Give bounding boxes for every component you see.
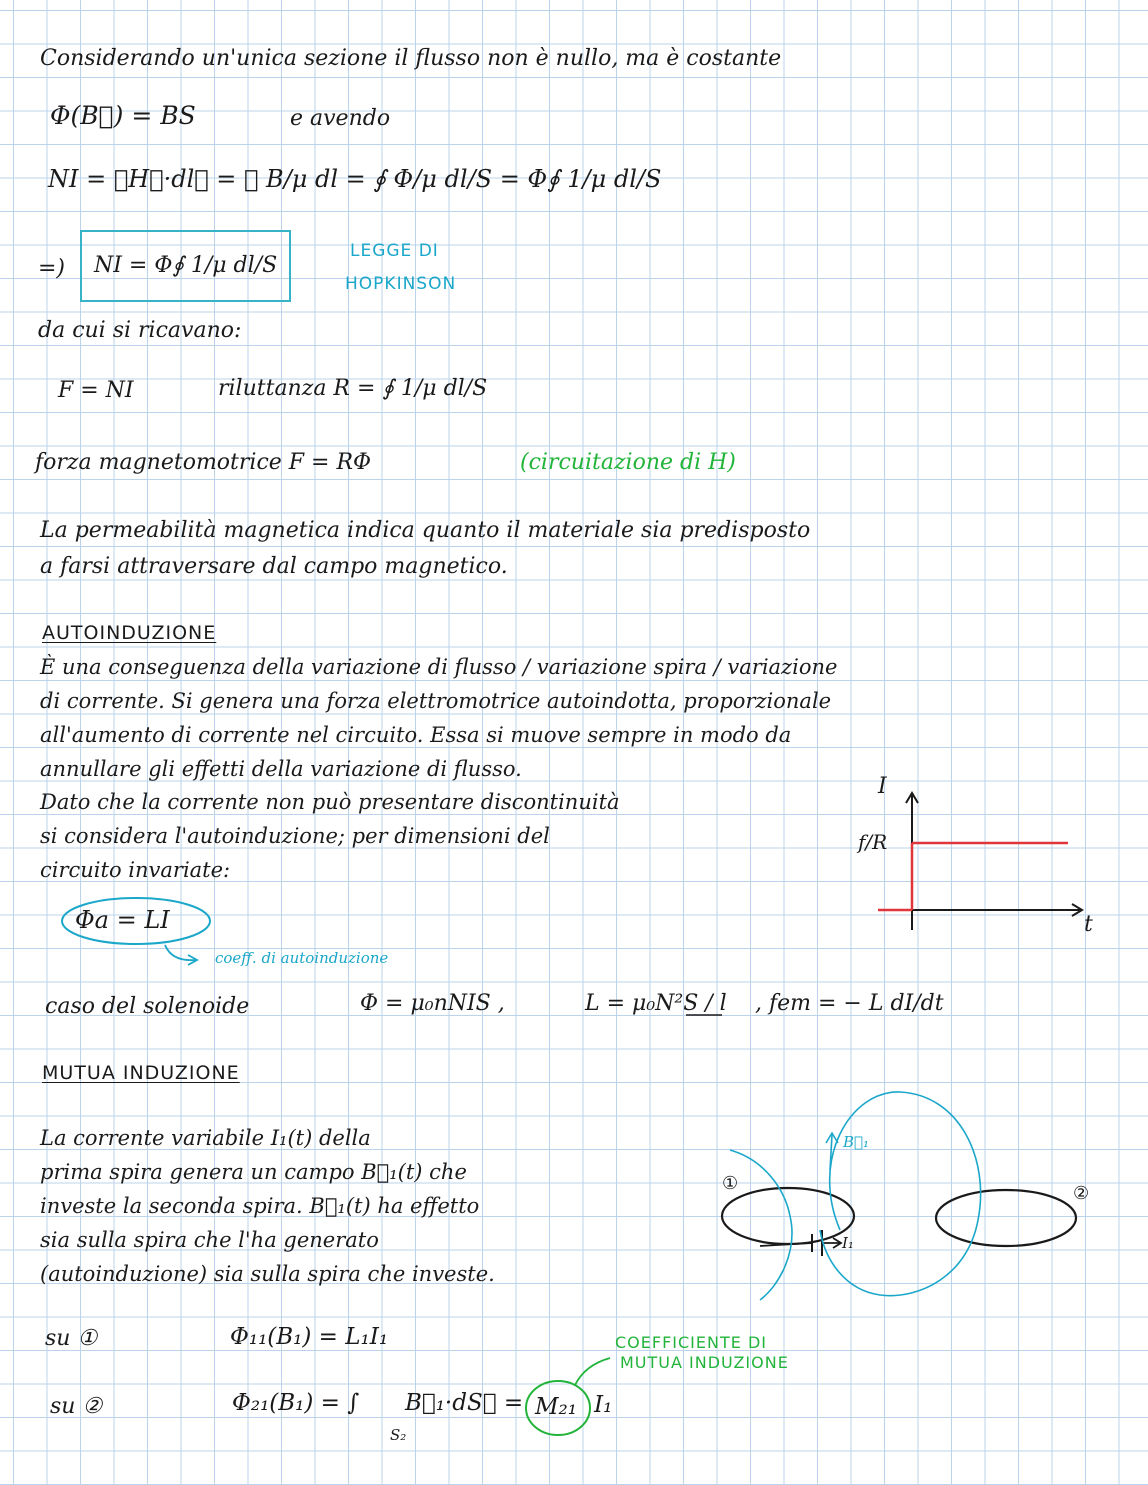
mutua-line-4: sia sulla spira che l'ha generato <box>40 1228 379 1252</box>
on-coil-2: su ② <box>50 1394 103 1419</box>
mutua-line-2: prima spira genera un campo B⃗₁(t) che <box>40 1160 467 1184</box>
auto-line-2: di corrente. Si genera una forza elettromotrice autoindotta, proporzionale <box>40 689 832 713</box>
mutua-line-3: investe la seconda spira. B⃗₁(t) ha effetto <box>40 1194 480 1218</box>
field-b1-label: B⃗₁ <box>843 1133 870 1151</box>
self-flux-eq: Φ₁₁(B₁) = L₁I₁ <box>230 1324 389 1350</box>
auto-line-6: si considera l'autoinduzione; per dimensioni del <box>40 824 550 848</box>
intro-line: Considerando un'unica sezione il flusso non è nullo, ma è costante <box>40 46 782 71</box>
auto-line-5: Dato che la corrente non può presentare discontinuità <box>40 790 620 814</box>
mutua-line-1: La corrente variabile I₁(t) della <box>40 1126 371 1150</box>
graph-y-label: I <box>878 774 887 799</box>
auto-line-4: annullare gli effetti della variazione di flusso. <box>40 757 522 781</box>
m21-circle <box>526 1381 590 1435</box>
auto-line-3: all'aumento di corrente nel circuito. Essa si muove sempre in modo da <box>40 723 792 747</box>
m21-pointer <box>575 1358 610 1385</box>
mutual-coeff-symbol: M₂₁ <box>535 1394 577 1420</box>
graph-level-label: f/R <box>858 830 888 854</box>
solenoid-emf: , fem = − L dI/dt <box>755 991 944 1016</box>
formula-circle <box>62 898 210 944</box>
solenoid-label: caso del solenoide <box>45 994 250 1019</box>
on-coil-1: su ① <box>45 1326 98 1351</box>
mmf-formula: F = NI <box>58 378 134 403</box>
permeability-line-1: La permeabilità magnetica indica quanto il materiale sia predisposto <box>40 518 811 543</box>
permeability-line-2: a farsi attraversare dal campo magnetico. <box>40 554 508 579</box>
self-flux-formula: Φa = LI <box>75 906 170 934</box>
coeff-arrow <box>165 945 196 960</box>
current-i1-label: I₁ <box>842 1234 854 1252</box>
self-coeff-note: coeff. di autoinduzione <box>215 949 389 967</box>
graph-x-label: t <box>1084 912 1093 937</box>
and-having: e avendo <box>290 106 391 131</box>
solenoid-flux: Φ = μ₀nNIS , <box>360 991 505 1016</box>
mutua-line-5: (autoinduzione) sia sulla spira che investe. <box>40 1262 495 1286</box>
mutual-flux-eq-a: Φ₂₁(B₁) = ∫ <box>232 1390 360 1416</box>
implies-arrow: =) <box>38 256 66 281</box>
reluctance-formula: riluttanza R = ∮ 1/μ dl/S <box>218 376 488 401</box>
mmf-line: forza magnetomotrice F = RΦ <box>35 450 372 475</box>
auto-line-7: circuito invariate: <box>40 858 231 882</box>
solenoid-inductance: L = μ₀N²S / l <box>585 991 727 1016</box>
hopkinson-box: NI = Φ∮ 1/μ dl/S <box>80 230 291 302</box>
from-which: da cui si ricavano: <box>38 318 242 343</box>
coils-diagram <box>722 1092 1076 1300</box>
circulation-note: (circuitazione di H) <box>520 450 736 475</box>
law-label-2: HOPKINSON <box>345 274 457 294</box>
auto-line-1: È una conseguenza della variazione di flusso / variazione spira / variazione <box>40 655 838 679</box>
mutual-coeff-label-1: COEFFICIENTE DI <box>615 1333 767 1352</box>
mutua-title: MUTUA INDUZIONE <box>42 1062 240 1084</box>
mutual-flux-eq-b: B⃗₁·dS⃗ = <box>405 1390 524 1416</box>
circulation-equation: NI = ∮H⃗·dl⃗ = ∮ B/μ dl = ∮ Φ/μ dl/S = Φ∮ 1/μ dl/S <box>48 165 662 193</box>
step-graph <box>878 793 1082 930</box>
law-label-1: LEGGE DI <box>350 241 439 261</box>
coil-1-label: ① <box>722 1173 739 1194</box>
flux-formula: Φ(B⃗) = BS <box>50 101 196 130</box>
mutual-flux-eq-sub: S₂ <box>390 1426 407 1444</box>
coil-2-label: ② <box>1073 1183 1090 1204</box>
autoinduzione-title: AUTOINDUZIONE <box>42 622 217 644</box>
mutual-current: I₁ <box>594 1392 613 1418</box>
mutual-coeff-label-2: MUTUA INDUZIONE <box>620 1353 789 1372</box>
